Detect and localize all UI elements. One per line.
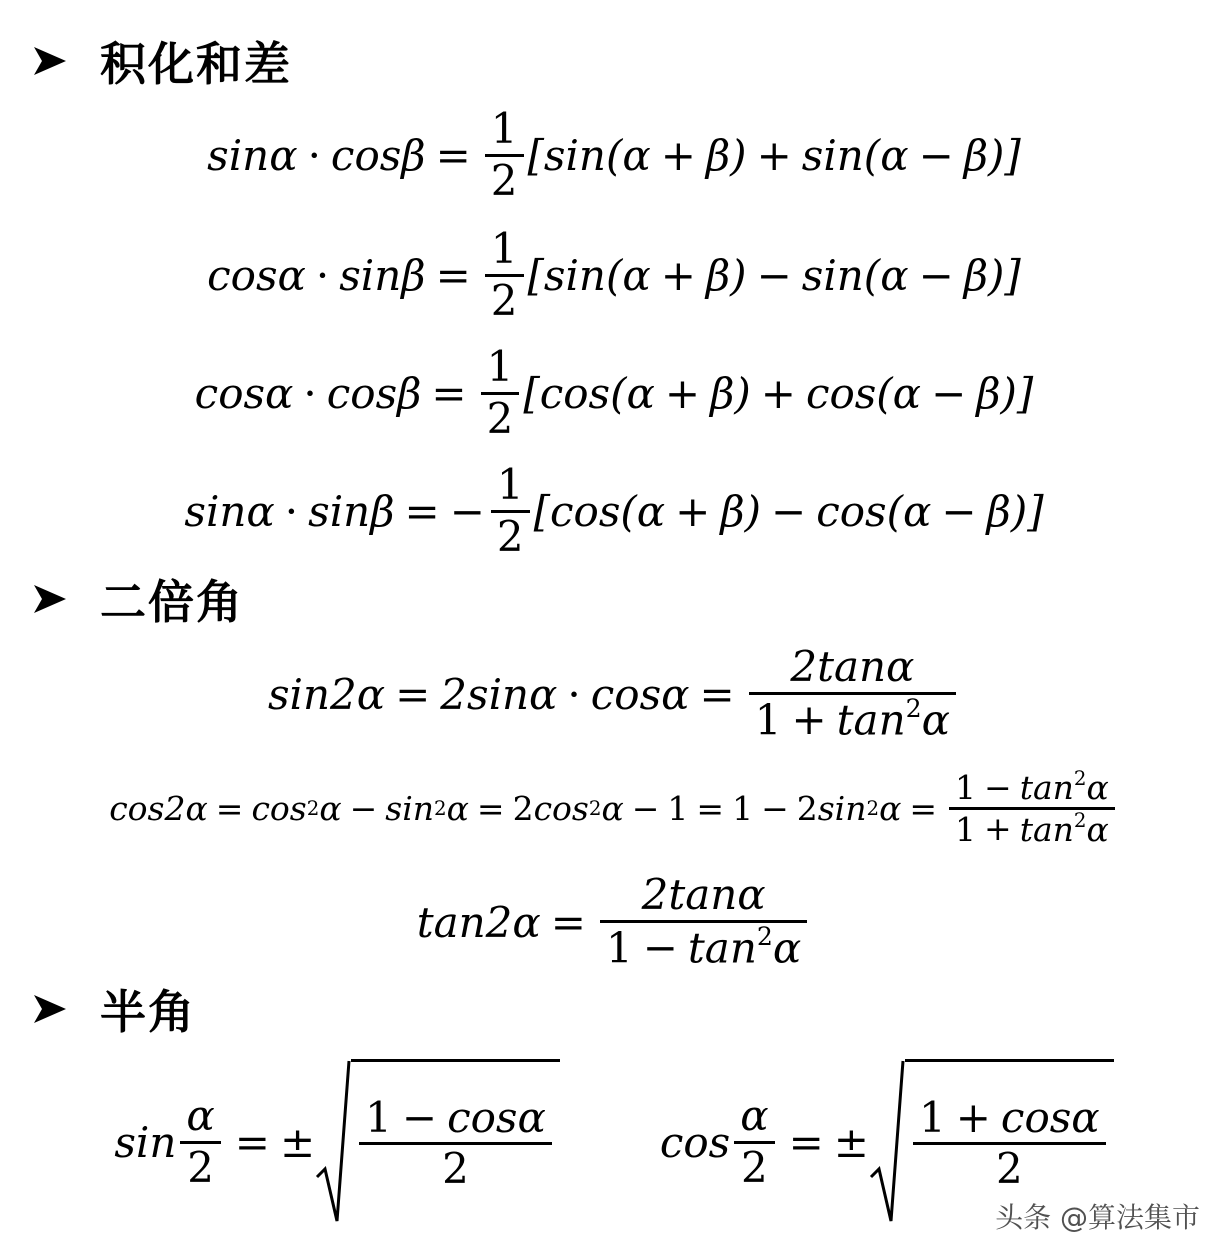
watermark: 头条 @算法集市 — [995, 1201, 1200, 1234]
section-heading-product-to-sum — [30, 28, 292, 94]
formula-sin-half-angle: sin $\frac{\alpha}{2}$ = ± $\frac{1 - \cos\alpha}{2}$ — [114, 1059, 560, 1225]
section-heading-half-angle — [30, 976, 196, 1042]
formula-product-to-sum-2: cosα · sinβ = $\frac{1}{2}$ [sin(α + β) − sin(α − β)] — [207, 224, 1021, 325]
square-root-sign: $\frac{1 + \cos\alpha}{2}$ — [869, 1059, 1114, 1225]
section-heading-double-angle — [30, 566, 244, 632]
formula-cos-half-angle: cos $\frac{\alpha}{2}$ = ± $\frac{1 + \cos\alpha}{2}$ — [660, 1059, 1114, 1225]
arrow-bullet-icon — [30, 41, 70, 81]
formula-product-to-sum-1: sinα · cosβ = $\frac{1}{2}$ [sin(α + β) + sin(α − β)] — [207, 104, 1021, 205]
arrow-bullet-icon — [30, 989, 70, 1029]
section-title: 二倍角 — [100, 575, 244, 629]
formula-product-to-sum-4: sinα · sinβ = − $\frac{1}{2}$ [cos(α + β) − cos(α − β)] — [184, 460, 1044, 561]
arrow-bullet-icon — [30, 579, 70, 619]
square-root-sign: $\frac{1 - \cos\alpha}{2}$ — [315, 1059, 560, 1225]
section-title: 积化和差 — [100, 37, 292, 91]
formula-product-to-sum-3: cosα · cosβ = $\frac{1}{2}$ [cos(α + β) + cos(α − β)] — [194, 342, 1034, 443]
section-title: 半角 — [100, 985, 196, 1039]
formula-sin-double-angle: sin2α = 2sinα · cosα = $\frac{2\tan\alpha}{1 + \tan^2\alpha}$ — [0, 632, 1228, 756]
formula-tan-double-angle: tan2α = $\frac{2\tan\alpha}{1 - \tan^2\alpha}$ — [0, 860, 1228, 984]
formula-cos-double-angle: cos2α = cos 2 α − sin 2 α = 2 cos 2 α − 1 = 1 − 2 sin 2 α = $\frac{1 - \tan^2\alpha}{1 + \tan^2\alpha}$ — [0, 756, 1228, 860]
